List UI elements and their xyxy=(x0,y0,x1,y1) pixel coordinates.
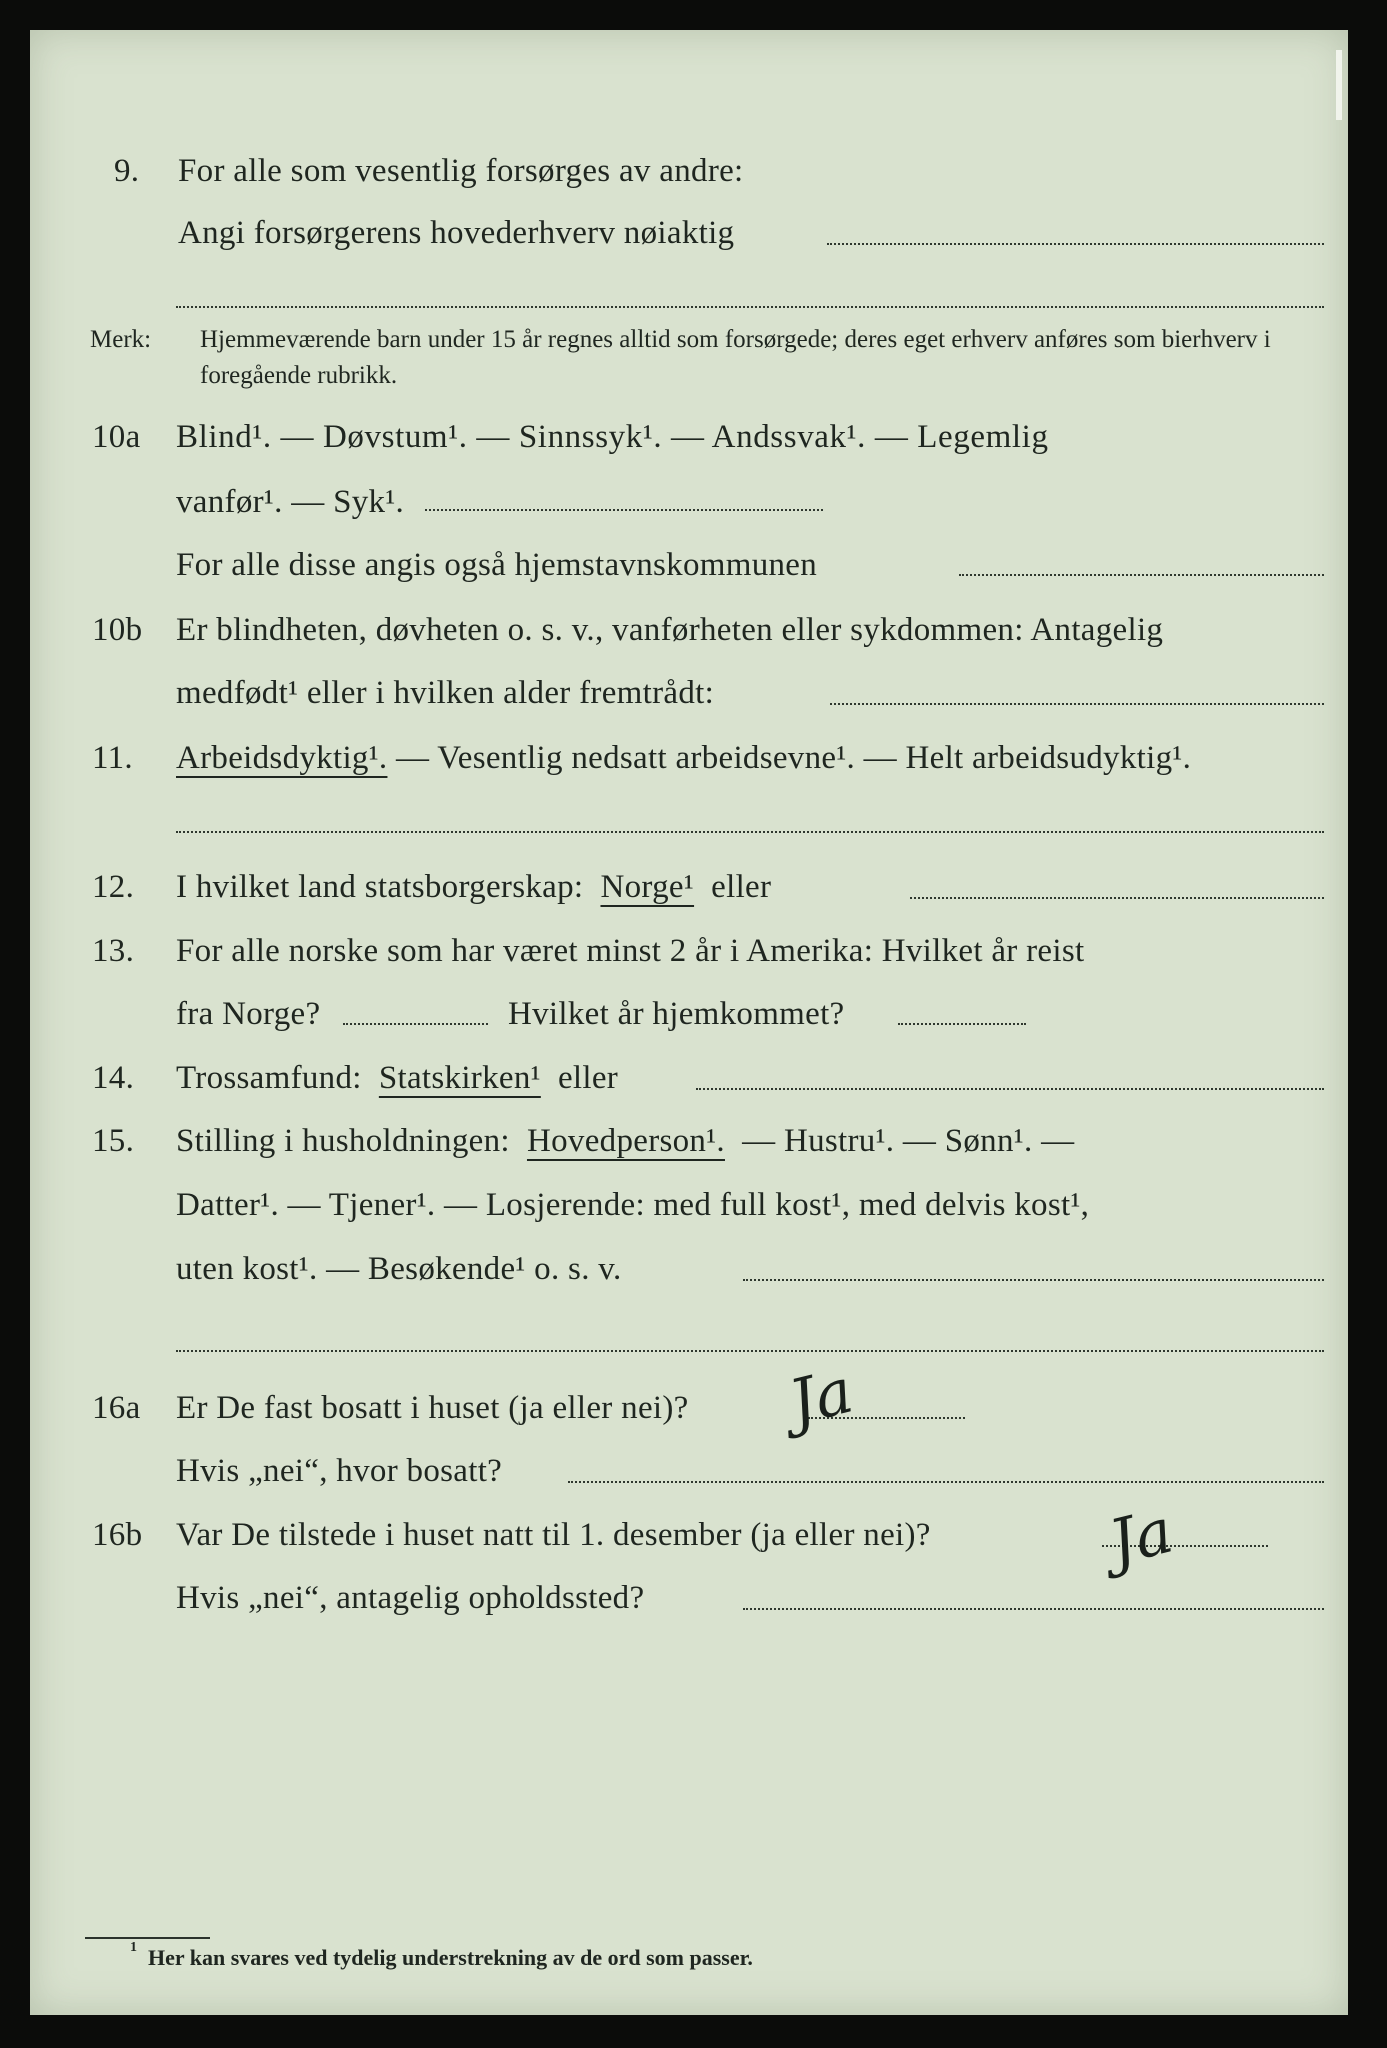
question-text: Hvis „nei“, antagelig opholdssted? xyxy=(176,1580,645,1616)
question-text: Er De fast bosatt i huset (ja eller nei)? xyxy=(176,1390,689,1426)
footnote xyxy=(130,1940,753,1972)
underlined-answer: Hovedperson¹. xyxy=(526,1123,725,1159)
question-15-line-3 xyxy=(30,1249,1348,1289)
question-prompt: I hvilket land statsborgerskap: xyxy=(176,869,584,905)
question-16a-line-2 xyxy=(30,1451,1348,1491)
answer-line xyxy=(898,1023,1026,1025)
underlined-answer: Arbeidsdyktig¹. xyxy=(176,740,388,776)
answer-line xyxy=(959,574,1324,576)
answer-line xyxy=(830,703,1324,705)
question-text: fra Norge? xyxy=(176,996,321,1032)
question-number: 16a xyxy=(92,1390,141,1426)
question-text xyxy=(176,1121,1074,1161)
question-10b-line-1 xyxy=(30,610,1348,650)
question-10a-line-1 xyxy=(30,417,1348,457)
question-text: Angi forsørgerens hovederhverv nøiaktig xyxy=(178,215,735,251)
answer-line xyxy=(743,1279,1324,1281)
paper-edge-mark xyxy=(1336,50,1342,120)
underlined-answer: Norge¹ xyxy=(600,869,695,905)
question-text xyxy=(176,1058,618,1098)
question-text: Hvilket år hjemkommet? xyxy=(508,996,845,1032)
question-text: For alle som vesentlig forsørges av andre: xyxy=(178,153,744,189)
question-11 xyxy=(30,738,1348,778)
question-15-line-2 xyxy=(30,1185,1348,1225)
question-text xyxy=(176,867,771,907)
question-16a-line-1 xyxy=(30,1388,1348,1428)
question-text: For alle norske som har været minst 2 år i Amerika: Hvilket år reist xyxy=(176,933,1085,969)
answer-line xyxy=(568,1481,1324,1483)
question-9-line-1 xyxy=(30,151,1348,191)
question-text: Var De tilstede i huset natt til 1. desember (ja eller nei)? xyxy=(176,1517,931,1553)
question-number: 10a xyxy=(92,419,141,455)
question-text: Er blindheten, døvheten o. s. v., vanførheten eller sykdommen: Antagelig xyxy=(176,612,1164,648)
question-prompt: Trossamfund: xyxy=(176,1060,362,1096)
question-text: Datter¹. — Tjener¹. — Losjerende: med full kost¹, med delvis kost¹, xyxy=(176,1187,1090,1223)
footnote-text: Her kan svares ved tydelig understrekning av de ord som passer. xyxy=(148,1945,753,1970)
question-number: 14. xyxy=(92,1060,135,1096)
note-text: Hjemmeværende barn under 15 år regnes alltid som forsørgede; deres eget erhverv anføres som bierhverv i foregående rubrikk. xyxy=(200,326,1271,389)
question-13-line-1 xyxy=(30,931,1348,971)
question-12 xyxy=(30,867,1348,907)
question-number: 9. xyxy=(114,153,140,189)
underlined-answer: Statskirken¹ xyxy=(378,1060,541,1096)
question-text: Hvis „nei“, hvor bosatt? xyxy=(176,1453,503,1489)
question-13-line-2 xyxy=(30,994,1348,1034)
question-prompt: Stilling i husholdningen: xyxy=(176,1123,510,1159)
question-text: Blind¹. — Døvstum¹. — Sinnssyk¹. — Andssvak¹. — Legemlig xyxy=(176,419,1049,455)
handwritten-answer: Ja xyxy=(1102,1493,1180,1580)
question-number: 15. xyxy=(92,1123,135,1159)
question-10a-line-2 xyxy=(30,482,1348,522)
question-options: — Vesentlig nedsatt arbeidsevne¹. — Helt arbeidsudyktig¹. xyxy=(387,740,1192,776)
question-options: — Hustru¹. — Sønn¹. — xyxy=(742,1123,1075,1159)
question-suffix: eller xyxy=(557,1060,619,1096)
question-text: medfødt¹ eller i hvilken alder fremtrådt: xyxy=(176,675,715,711)
answer-line xyxy=(176,306,1324,308)
answer-line xyxy=(343,1023,488,1025)
question-suffix: eller xyxy=(711,869,772,905)
answer-line xyxy=(176,1350,1324,1352)
answer-line xyxy=(425,509,823,511)
question-text: For alle disse angis også hjemstavnskommunen xyxy=(176,547,818,583)
question-10b-line-2 xyxy=(30,673,1348,713)
question-number: 13. xyxy=(92,933,135,969)
question-number: 10b xyxy=(92,612,143,648)
answer-line xyxy=(743,1608,1324,1610)
note-label: Merk: xyxy=(90,326,152,353)
question-number: 12. xyxy=(92,869,135,905)
answer-line xyxy=(176,831,1324,833)
question-text xyxy=(176,738,1191,778)
question-number: 11. xyxy=(92,740,133,776)
question-15-line-1 xyxy=(30,1121,1348,1161)
question-number: 16b xyxy=(92,1517,143,1553)
question-10a-line-3 xyxy=(30,545,1348,585)
census-form-page xyxy=(30,30,1348,2015)
answer-line xyxy=(696,1088,1324,1090)
answer-line xyxy=(827,243,1324,245)
question-text: vanfør¹. — Syk¹. xyxy=(176,484,405,520)
answer-line xyxy=(910,897,1324,899)
question-16b-line-2 xyxy=(30,1578,1348,1618)
question-9-line-2 xyxy=(30,213,1348,253)
footnote-rule xyxy=(85,1937,210,1939)
handwritten-answer: Ja xyxy=(782,1353,860,1440)
question-text: uten kost¹. — Besøkende¹ o. s. v. xyxy=(176,1251,622,1287)
footnote-mark: 1 xyxy=(130,1940,137,1955)
question-14 xyxy=(30,1058,1348,1098)
